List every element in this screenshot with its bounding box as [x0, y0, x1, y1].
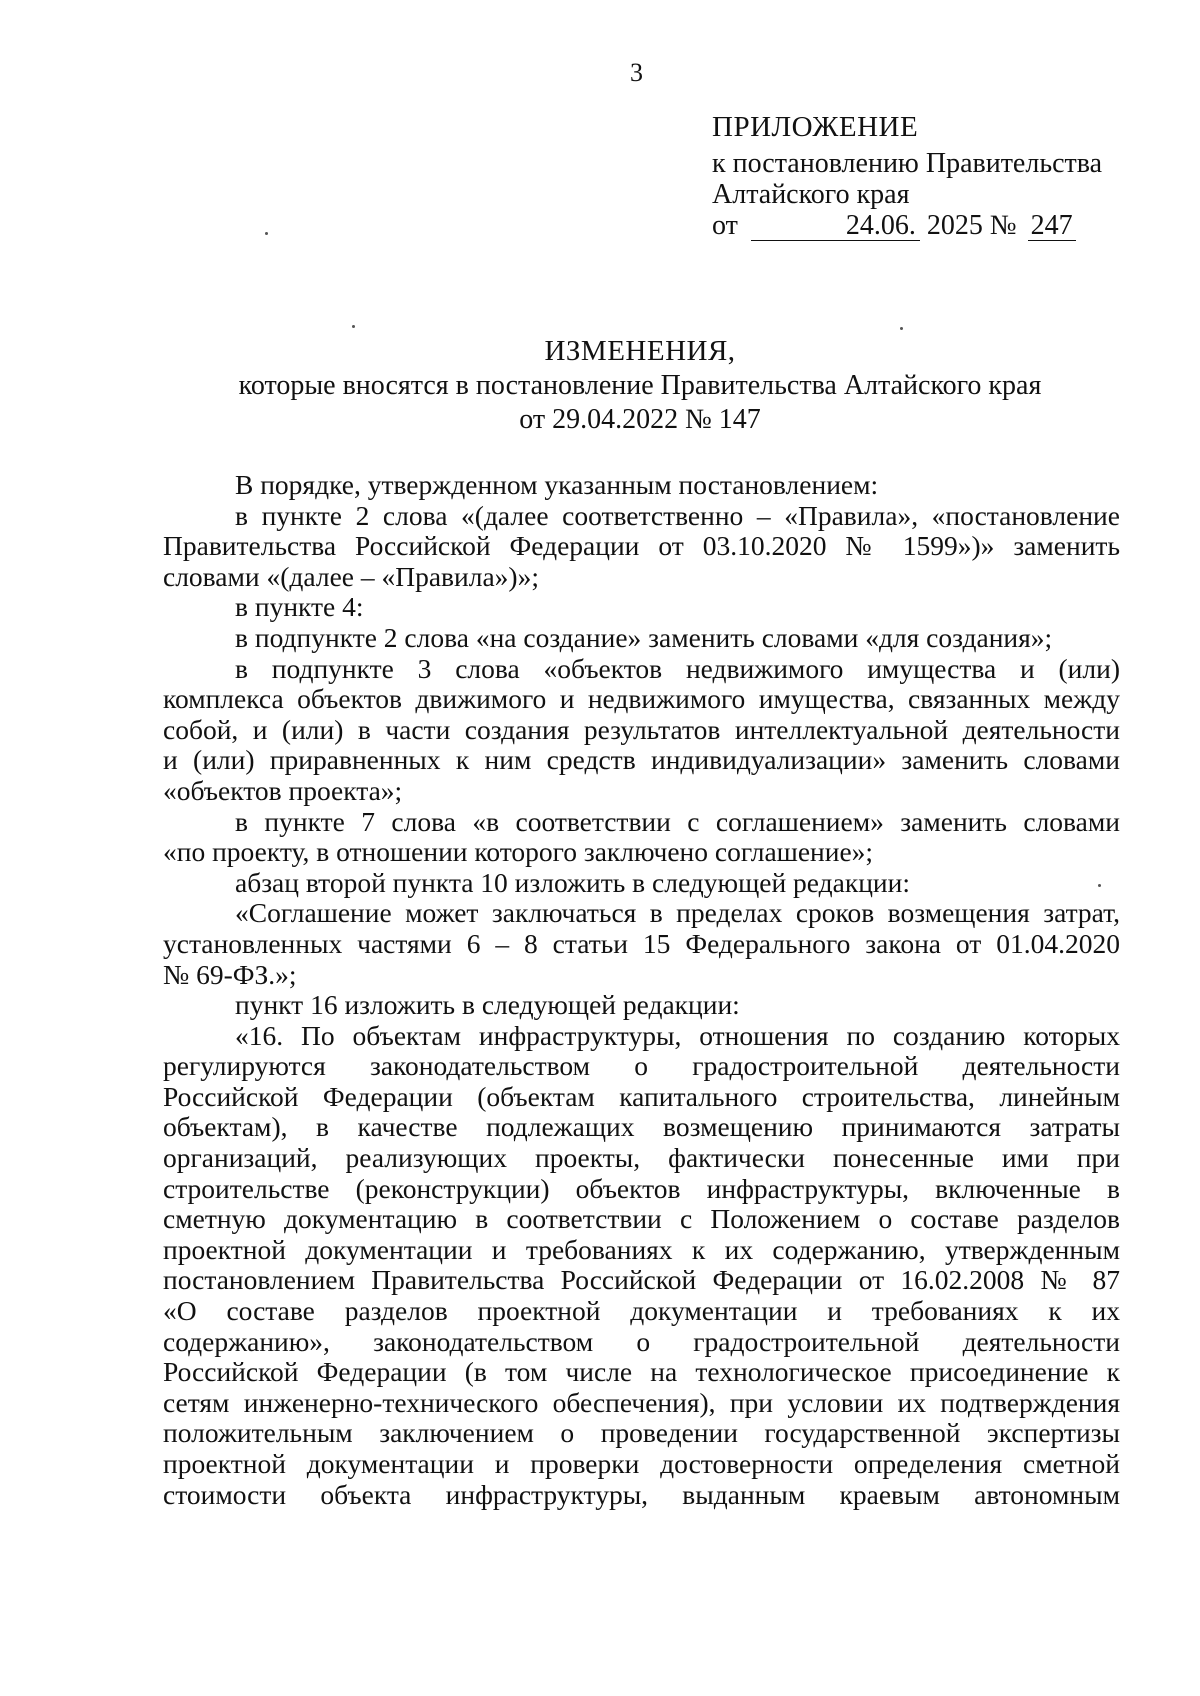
appendix-title: ПРИЛОЖЕНИЕ	[712, 111, 919, 143]
scan-speck	[1098, 884, 1101, 887]
paragraph-5-line-3: собой, и (или) в части создания результатов интеллектуальной деятельности	[163, 713, 1120, 745]
paragraph-10-line-14: положительным заключением о проведении государственной экспертизы	[163, 1417, 1120, 1449]
paragraph-5-line-2: комплекса объектов движимого и недвижимого имущества, связанных между	[163, 683, 1120, 715]
paragraph-6-line-2: «по проекту, в отношении которого заключено соглашение»;	[163, 836, 874, 868]
paragraph-10-line-11: содержанию», законодательством о градостроительной деятельности	[163, 1325, 1120, 1357]
paragraph-10-line-3: Российской Федерации (объектам капитального строительства, линейным	[163, 1080, 1120, 1112]
paragraph-2-line-3: словами «(далее – «Правила»)»;	[163, 560, 539, 592]
paragraph-10-line-10: «О составе разделов проектной документации и требованиях к их	[163, 1295, 1120, 1327]
paragraph-2	[163, 501, 1120, 593]
document-number: 247	[1028, 211, 1076, 241]
paragraph-5-line-1: в подпункте 3 слова «объектов недвижимого имущества и (или)	[235, 652, 1120, 684]
paragraph-10-line-7: сметную документацию в соответствии с Положением о составе разделов	[163, 1203, 1120, 1235]
changes-title: ИЗМЕНЕНИЯ,	[544, 335, 736, 367]
scan-speck	[900, 327, 903, 330]
paragraph-5-line-4: и (или) приравненных к ним средств индивидуализации» заменить словами	[163, 744, 1120, 776]
paragraph-8-line-3: № 69-ФЗ.»;	[163, 958, 297, 990]
paragraph-10-line-5: организаций, реализующих проекты, фактически понесенные ими при	[163, 1142, 1120, 1174]
paragraph-10-line-16: стоимости объекта инфраструктуры, выданным краевым автономным	[163, 1478, 1120, 1510]
paragraph-8-line-2: установленных частями 6 – 8 статьи 15 Федерального закона от 01.04.2020	[163, 927, 1120, 959]
paragraph-10-line-8: проектной документации и требованиях к их содержанию, утвержденным	[163, 1233, 1120, 1265]
paragraph-7: абзац второй пункта 10 изложить в следующей редакции:	[235, 866, 910, 898]
changes-subtitle-1: которые вносятся в постановление Правительства Алтайского края	[238, 370, 1042, 401]
paragraph-1: В порядке, утвержденном указанным постановлением:	[235, 469, 879, 500]
paragraph-6-line-1: в пункте 7 слова «в соответствии с соглашением» заменить словами	[235, 805, 1120, 837]
paragraph-10-line-15: проектной документации и проверки достоверности определения сметной	[163, 1448, 1120, 1479]
appendix-block	[712, 112, 1132, 241]
paragraph-8-line-1: «Соглашение может заключаться в пределах сроков возмещения затрат,	[235, 897, 1120, 929]
appendix-line-2: Алтайского края	[712, 179, 910, 210]
paragraph-2-line-1: в пункте 2 слова «(далее соответственно – «Правила», «постановление	[235, 499, 1120, 531]
paragraph-4: в подпункте 2 слова «на создание» заменить словами «для создания»;	[235, 621, 1053, 653]
paragraph-10-line-9: постановлением Правительства Российской Федерации от 16.02.2008 № 87	[163, 1264, 1120, 1296]
paragraph-10-line-13: сетям инженерно-технического обеспечения), при условии их подтверждения	[163, 1386, 1120, 1418]
document-body	[163, 470, 1120, 1510]
scan-speck	[352, 325, 355, 328]
paragraph-9: пункт 16 изложить в следующей редакции:	[235, 989, 740, 1021]
paragraph-3: в пункте 4:	[235, 591, 364, 623]
appendix-date-line	[712, 210, 1132, 241]
paragraph-10-line-2: регулируются законодательством о градостроительной деятельности	[163, 1050, 1120, 1082]
paragraph-10-line-12: Российской Федерации (в том числе на технологическое присоединение к	[163, 1356, 1120, 1388]
appendix-line-1: к постановлению Правительства	[712, 148, 1103, 179]
paragraph-8	[163, 898, 1120, 990]
paragraph-5-line-5: «объектов проекта»;	[163, 774, 403, 806]
changes-subtitle-2: от 29.04.2022 № 147	[519, 404, 761, 435]
scan-speck	[265, 232, 268, 235]
page-number: 3	[630, 58, 643, 87]
date-value: 24.06.	[751, 211, 920, 241]
year-label: 2025 №	[926, 210, 1017, 241]
paragraph-10-line-1: «16. По объектам инфраструктуры, отношения по созданию которых	[235, 1019, 1120, 1051]
paragraph-10	[163, 1021, 1120, 1511]
paragraph-10-line-4: объектам), в качестве подлежащих возмещению принимаются затраты	[163, 1111, 1120, 1143]
date-prefix: от	[712, 210, 738, 241]
paragraph-2-line-2: Правительства Российской Федерации от 03.10.2020 № 1599»)» заменить	[163, 530, 1120, 562]
paragraph-5	[163, 654, 1120, 807]
paragraph-10-line-6: строительстве (реконструкции) объектов инфраструктуры, включенные в	[163, 1172, 1120, 1204]
paragraph-6	[163, 807, 1120, 868]
